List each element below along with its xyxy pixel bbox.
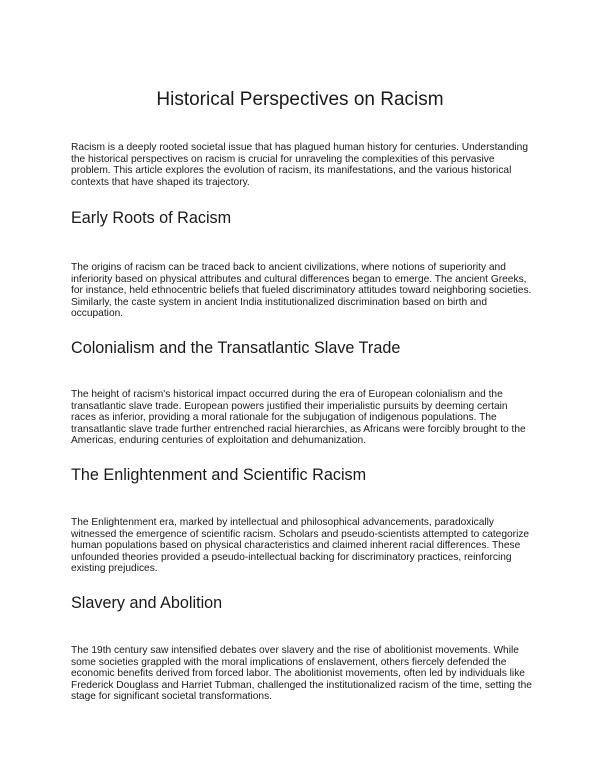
section-heading-colonialism: Colonialism and the Transatlantic Slave Trade (71, 339, 401, 357)
section-body-slavery: The 19th century saw intensified debates over slavery and the rise of abolitionist movements. While some societies grappled with the moral implications of enslavement, others fiercely defended the economic benefits derived from forced labor. The abolitionist movements, often led by individuals like Frederick Douglass and Harriet Tubman, challenged the institutionalized racism of the time, setting the stage for significant societal transformations. (71, 645, 532, 703)
page-title: Historical Perspectives on Racism (156, 89, 444, 110)
section-body-colonialism: The height of racism's historical impact occurred during the era of European colonialism and the transatlantic slave trade. European powers justified their imperialistic pursuits by deeming certain races as inferior, providing a moral rationale for the subjugation of indigenous populations. The transatlantic slave trade further entrenched racial hierarchies, as Africans were forcibly brought to the Americas, enduring centuries of exploitation and dehumanization. (71, 389, 526, 447)
section-heading-enlightenment: The Enlightenment and Scientific Racism (71, 466, 367, 484)
section-heading-slavery: Slavery and Abolition (71, 594, 223, 612)
section-body-enlightenment: The Enlightenment era, marked by intellectual and philosophical advancements, paradoxically witnessed the emergence of scientific racism. Scholars and pseudo-scientists attempted to categorize human populations based on physical characteristics and claimed inherent racial differences. These unfounded theories provided a pseudo-intellectual backing for discriminatory practices, reinforcing existing prejudices. (71, 517, 530, 575)
intro-paragraph: Racism is a deeply rooted societal issue that has plagued human history for centuries. Understanding the historical perspectives on racism is crucial for unraveling the complexities of this pervasive problem. This article explores the evolution of racism, its manifestations, and the various historical contexts that have shaped its trajectory. (71, 142, 528, 188)
section-body-early-roots: The origins of racism can be traced back to ancient civilizations, where notions of superiority and inferiority based on physical attributes and cultural differences began to emerge. The ancient Greeks, for instance, held ethnocentric beliefs that fueled discriminatory attitudes toward neighboring societies. Similarly, the caste system in ancient India institutionalized discrimination based on birth and occupation. (71, 262, 532, 320)
section-heading-early-roots: Early Roots of Racism (71, 209, 232, 227)
